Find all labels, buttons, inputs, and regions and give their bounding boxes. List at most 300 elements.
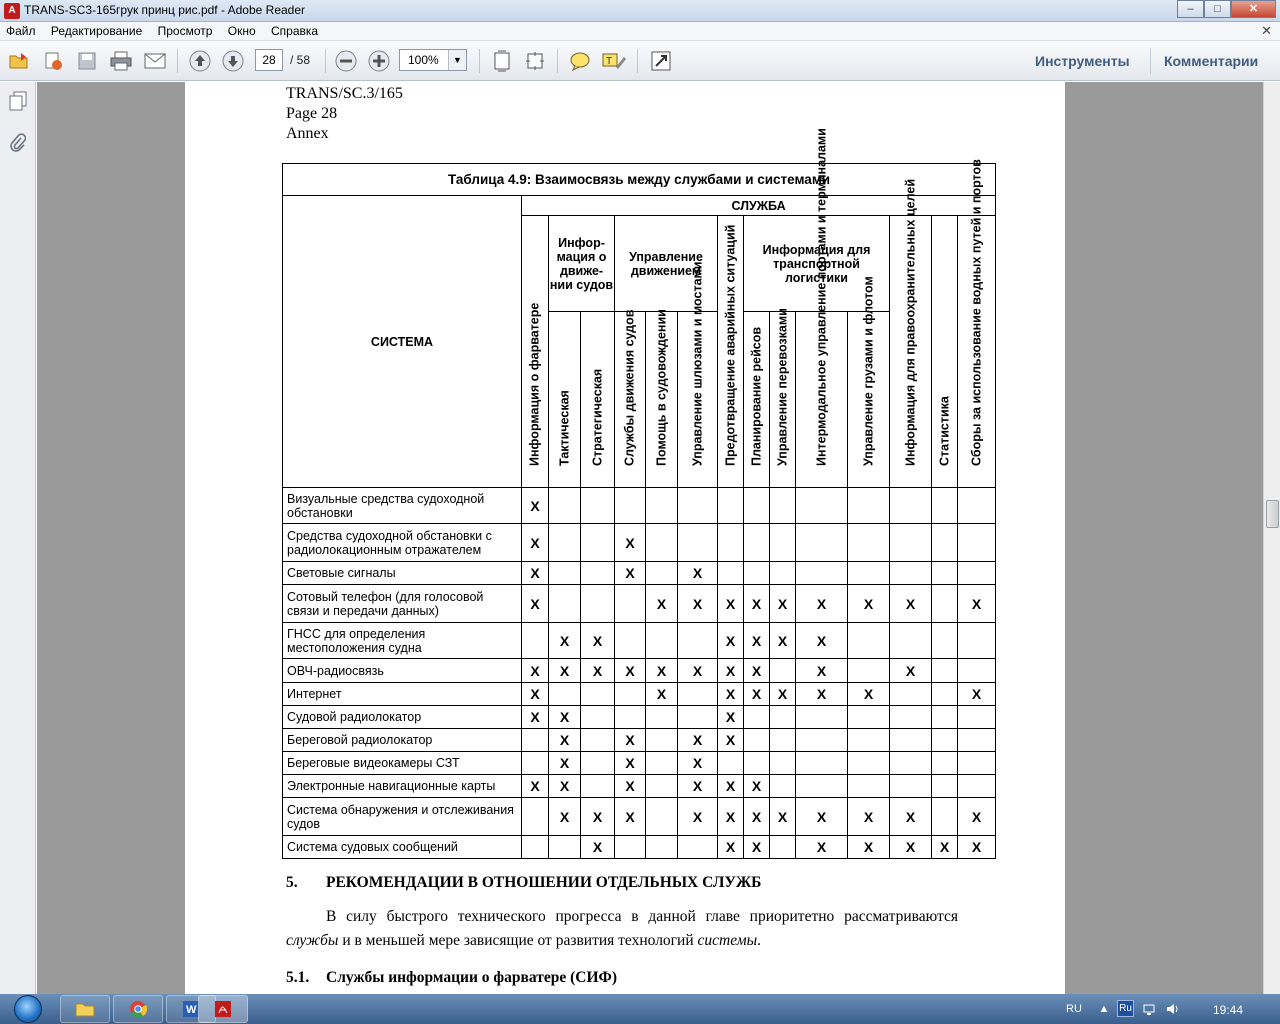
page-thumbnails-icon[interactable] <box>8 90 28 112</box>
column-header-label: Сборы за использование водных путей и портов <box>969 159 984 466</box>
empty-cell <box>796 729 848 752</box>
column-header-label: Тактическая <box>557 390 571 466</box>
empty-cell <box>958 706 996 729</box>
empty-cell <box>848 752 890 775</box>
relation-mark: X <box>744 585 770 623</box>
system-label: Интернет <box>283 683 522 706</box>
relation-mark: X <box>770 585 796 623</box>
relation-mark: X <box>718 798 744 836</box>
menu-help[interactable]: Справка <box>271 24 319 38</box>
relation-mark: X <box>796 798 848 836</box>
table-row <box>283 585 996 623</box>
relation-mark: X <box>848 798 890 836</box>
empty-cell <box>522 623 549 659</box>
zoom-select[interactable] <box>399 49 467 71</box>
system-label: Береговой радиолокатор <box>283 729 522 752</box>
empty-cell <box>615 488 646 524</box>
page-number-input[interactable]: 28 <box>255 49 283 71</box>
empty-cell <box>848 729 890 752</box>
empty-cell <box>615 585 646 623</box>
empty-cell <box>744 752 770 775</box>
column-header <box>581 312 615 488</box>
empty-cell <box>890 775 932 798</box>
empty-cell <box>848 659 890 683</box>
create-pdf-icon[interactable] <box>40 49 66 73</box>
relation-mark: X <box>890 585 932 623</box>
empty-cell <box>796 752 848 775</box>
column-header-label: Управление шлюзами и мостами <box>690 261 704 466</box>
relation-mark: X <box>958 585 996 623</box>
paragraph-emphasis: службы <box>286 932 339 949</box>
relation-mark: X <box>615 752 646 775</box>
relation-mark: X <box>770 683 796 706</box>
section-5-paragraph <box>286 905 958 953</box>
empty-cell <box>678 836 718 859</box>
page-label: Page 28 <box>286 105 338 122</box>
empty-cell <box>549 683 581 706</box>
relation-mark: X <box>718 585 744 623</box>
relation-mark: X <box>796 623 848 659</box>
paragraph-text: В силу быстрого технического прогресса в данной главе приоритетно рассматриваются <box>326 908 958 925</box>
empty-cell <box>890 562 932 585</box>
menu-bar <box>0 22 1280 41</box>
table-row <box>283 562 996 585</box>
empty-cell <box>522 798 549 836</box>
table-row <box>283 683 996 706</box>
empty-cell <box>549 562 581 585</box>
toolbar-separator <box>177 49 178 73</box>
table-row <box>283 706 996 729</box>
empty-cell <box>646 836 678 859</box>
empty-cell <box>770 488 796 524</box>
relation-mark: X <box>646 585 678 623</box>
relation-mark: X <box>770 798 796 836</box>
column-header <box>646 309 678 488</box>
relation-mark: X <box>770 623 796 659</box>
save-icon[interactable] <box>74 49 100 73</box>
email-icon[interactable] <box>142 49 168 73</box>
system-label: Сотовый телефон (для голосовой связи и передачи данных) <box>283 585 522 623</box>
zoom-value: 100% <box>408 53 439 67</box>
empty-cell <box>958 524 996 562</box>
empty-cell <box>646 798 678 836</box>
tools-pane-button[interactable]: Инструменты <box>1035 53 1130 69</box>
toolbar-separator <box>637 49 638 73</box>
empty-cell <box>958 623 996 659</box>
empty-cell <box>770 524 796 562</box>
toolbar-separator <box>1150 48 1151 74</box>
empty-cell <box>522 836 549 859</box>
empty-cell <box>581 562 615 585</box>
system-label: Средства судоходной обстановки с радиолокационным отражателем <box>283 524 522 562</box>
print-icon[interactable] <box>108 49 134 73</box>
zoom-in-icon[interactable] <box>366 49 392 73</box>
window-title: TRANS-SC3-165грук принц рис.pdf - Adobe Reader <box>24 3 306 17</box>
empty-cell <box>932 683 958 706</box>
fit-width-icon[interactable] <box>522 49 548 73</box>
empty-cell <box>678 524 718 562</box>
empty-cell <box>615 683 646 706</box>
empty-cell <box>522 752 549 775</box>
section-5-1-title: Службы информации о фарватере (СИФ) <box>326 969 617 986</box>
empty-cell <box>932 798 958 836</box>
language-indicator[interactable]: RU <box>1066 1003 1082 1015</box>
column-header-label: Помощь в судовождении <box>654 309 668 466</box>
relation-mark: X <box>890 836 932 859</box>
minimize-button[interactable]: – <box>1177 0 1204 18</box>
empty-cell <box>678 683 718 706</box>
relation-mark: X <box>678 798 718 836</box>
empty-cell <box>932 488 958 524</box>
empty-cell <box>581 585 615 623</box>
empty-cell <box>678 623 718 659</box>
relation-mark: X <box>581 798 615 836</box>
empty-cell <box>646 524 678 562</box>
relation-mark: X <box>890 798 932 836</box>
relation-mark: X <box>718 836 744 859</box>
column-header-label: Службы движения судов <box>622 309 637 466</box>
empty-cell <box>890 706 932 729</box>
empty-cell <box>958 659 996 683</box>
zoom-out-icon[interactable] <box>333 49 359 73</box>
menu-file[interactable]: Файл <box>6 24 36 38</box>
page-total: / 58 <box>290 53 311 67</box>
empty-cell <box>581 706 615 729</box>
empty-cell <box>581 775 615 798</box>
relation-mark: X <box>932 836 958 859</box>
empty-cell <box>646 488 678 524</box>
open-icon[interactable] <box>6 49 32 73</box>
relation-mark: X <box>581 623 615 659</box>
relation-mark: X <box>522 683 549 706</box>
empty-cell <box>549 488 581 524</box>
empty-cell <box>848 562 890 585</box>
column-header <box>932 216 958 488</box>
empty-cell <box>549 524 581 562</box>
adobe-reader-icon: A <box>4 3 20 19</box>
relation-mark: X <box>549 659 581 683</box>
empty-cell <box>615 706 646 729</box>
annex-label: Annex <box>286 125 329 142</box>
relation-mark: X <box>678 562 718 585</box>
empty-cell <box>932 706 958 729</box>
empty-cell <box>848 775 890 798</box>
relation-mark: X <box>796 585 848 623</box>
group-header-vessel-traffic-info: Инфор-мация о движе-нии судов <box>549 216 615 312</box>
prev-page-icon[interactable] <box>187 49 213 73</box>
relation-mark: X <box>522 706 549 729</box>
taskbar <box>0 994 1280 1024</box>
empty-cell <box>796 524 848 562</box>
relation-mark: X <box>522 488 549 524</box>
relation-mark: X <box>549 623 581 659</box>
relation-mark: X <box>796 683 848 706</box>
chevron-down-icon[interactable]: ▼ <box>448 50 466 70</box>
empty-cell <box>932 623 958 659</box>
close-button[interactable]: ✕ <box>1231 0 1276 18</box>
empty-cell <box>646 775 678 798</box>
column-header-label: Управление грузами и флотом <box>861 276 875 466</box>
relation-mark: X <box>718 683 744 706</box>
navigation-panel <box>0 82 36 994</box>
empty-cell <box>958 729 996 752</box>
clock[interactable]: 19:44 <box>1213 1003 1244 1017</box>
empty-cell <box>932 729 958 752</box>
relation-mark: X <box>744 659 770 683</box>
relation-mark: X <box>678 775 718 798</box>
chevron-up-icon[interactable]: ▲ <box>1098 1003 1110 1015</box>
table-row <box>283 623 996 659</box>
empty-cell <box>615 623 646 659</box>
table-row <box>283 729 996 752</box>
empty-cell <box>770 836 796 859</box>
relation-mark: X <box>958 798 996 836</box>
pdf-page <box>185 82 1065 994</box>
relation-mark: X <box>718 775 744 798</box>
column-header <box>796 128 848 488</box>
relation-mark: X <box>615 775 646 798</box>
section-5-1-number: 5.1. <box>286 969 310 986</box>
relation-mark: X <box>678 729 718 752</box>
window-controls <box>1177 0 1276 19</box>
empty-cell <box>932 585 958 623</box>
column-header <box>615 309 646 488</box>
empty-cell <box>848 623 890 659</box>
menu-view[interactable]: Просмотр <box>157 24 213 38</box>
empty-cell <box>581 524 615 562</box>
system-column-header: СИСТЕМА <box>283 196 522 488</box>
empty-cell <box>796 775 848 798</box>
paragraph-text: . <box>757 932 761 949</box>
fullscreen-icon[interactable] <box>648 49 674 73</box>
empty-cell <box>890 524 932 562</box>
empty-cell <box>770 729 796 752</box>
table-row <box>283 659 996 683</box>
section-5-title: РЕКОМЕНДАЦИИ В ОТНОШЕНИИ ОТДЕЛЬНЫХ СЛУЖБ <box>326 874 762 891</box>
menu-edit[interactable]: Редактирование <box>50 24 143 38</box>
empty-cell <box>718 488 744 524</box>
empty-cell <box>890 729 932 752</box>
empty-cell <box>848 524 890 562</box>
empty-cell <box>646 752 678 775</box>
document-close-icon[interactable]: ✕ <box>1261 23 1272 38</box>
table-row <box>283 798 996 836</box>
system-label: Система обнаружения и отслеживания судов <box>283 798 522 836</box>
relation-mark: X <box>646 659 678 683</box>
paragraph-emphasis: системы <box>697 932 758 949</box>
comments-pane-button[interactable]: Комментарии <box>1164 53 1259 69</box>
system-label: Электронные навигационные карты <box>283 775 522 798</box>
empty-cell <box>770 706 796 729</box>
column-header-label: Управление перевозками <box>775 308 789 466</box>
relation-mark: X <box>718 623 744 659</box>
empty-cell <box>932 659 958 683</box>
empty-cell <box>890 683 932 706</box>
attachments-icon[interactable] <box>8 132 28 154</box>
sticky-note-icon[interactable] <box>567 49 593 73</box>
keyboard-layout-icon[interactable]: Ru <box>1117 1000 1134 1017</box>
relation-mark: X <box>522 775 549 798</box>
scrollbar-thumb[interactable] <box>1266 500 1279 528</box>
relation-mark: X <box>581 659 615 683</box>
column-header <box>522 216 549 488</box>
empty-cell <box>549 585 581 623</box>
vertical-scrollbar[interactable] <box>1263 82 1280 994</box>
empty-cell <box>890 488 932 524</box>
empty-cell <box>932 752 958 775</box>
column-header <box>744 312 770 488</box>
empty-cell <box>744 729 770 752</box>
fit-page-icon[interactable] <box>489 49 515 73</box>
table-body <box>283 488 996 859</box>
empty-cell <box>718 524 744 562</box>
table-row <box>283 488 996 524</box>
column-header-label: Информация для правоохранительных целей <box>903 178 917 466</box>
relation-mark: X <box>549 775 581 798</box>
relation-mark: X <box>522 659 549 683</box>
column-header <box>770 308 796 488</box>
chrome-taskbar-icon[interactable] <box>113 995 163 1023</box>
relation-mark: X <box>678 585 718 623</box>
system-label: Судовой радиолокатор <box>283 706 522 729</box>
start-button[interactable] <box>2 994 54 1024</box>
empty-cell <box>796 562 848 585</box>
relation-mark: X <box>646 683 678 706</box>
empty-cell <box>522 729 549 752</box>
network-icon[interactable] <box>1143 1002 1157 1016</box>
relation-mark: X <box>549 798 581 836</box>
adobe-reader-taskbar-icon[interactable] <box>198 995 248 1023</box>
system-label: Система судовых сообщений <box>283 836 522 859</box>
empty-cell <box>549 836 581 859</box>
relation-mark: X <box>848 585 890 623</box>
relation-mark: X <box>581 836 615 859</box>
empty-cell <box>718 752 744 775</box>
relation-mark: X <box>718 659 744 683</box>
relation-mark: X <box>958 683 996 706</box>
system-label: Береговые видеокамеры СЗТ <box>283 752 522 775</box>
column-header <box>678 261 718 488</box>
toolbar-separator <box>479 49 480 73</box>
group-header-logistics: Информация для транспортной логистики <box>744 216 890 312</box>
system-label: ОВЧ-радиосвязь <box>283 659 522 683</box>
empty-cell <box>796 706 848 729</box>
column-header <box>718 216 744 488</box>
table-row <box>283 524 996 562</box>
relation-mark: X <box>549 706 581 729</box>
column-header-label: Статистика <box>937 396 951 466</box>
relation-mark: X <box>744 623 770 659</box>
column-header <box>958 159 996 488</box>
empty-cell <box>932 524 958 562</box>
explorer-taskbar-icon[interactable] <box>60 995 110 1023</box>
empty-cell <box>796 488 848 524</box>
empty-cell <box>770 659 796 683</box>
empty-cell <box>744 562 770 585</box>
empty-cell <box>678 706 718 729</box>
relation-mark: X <box>958 836 996 859</box>
relation-mark: X <box>718 706 744 729</box>
table-row <box>283 836 996 859</box>
column-header <box>890 178 932 488</box>
column-header-label: Стратегическая <box>590 368 604 466</box>
empty-cell <box>932 562 958 585</box>
empty-cell <box>932 775 958 798</box>
relation-mark: X <box>796 836 848 859</box>
table-row <box>283 752 996 775</box>
empty-cell <box>958 562 996 585</box>
menu-window[interactable]: Окно <box>227 24 256 38</box>
empty-cell <box>615 836 646 859</box>
toolbar-separator <box>325 49 326 73</box>
empty-cell <box>958 488 996 524</box>
relation-mark: X <box>522 585 549 623</box>
maximize-button[interactable]: □ <box>1204 0 1231 18</box>
title-bar <box>0 0 1280 22</box>
paragraph-text: и в меньшей мере зависящие от развития технологий <box>338 932 698 949</box>
relation-mark: X <box>744 775 770 798</box>
empty-cell <box>744 706 770 729</box>
relation-mark: X <box>848 683 890 706</box>
svg-text:T: T <box>606 56 613 67</box>
volume-icon[interactable] <box>1166 1002 1180 1016</box>
svg-text:W: W <box>186 1004 197 1016</box>
relation-mark: X <box>678 659 718 683</box>
relation-mark: X <box>744 836 770 859</box>
relation-mark: X <box>744 683 770 706</box>
empty-cell <box>890 623 932 659</box>
relation-mark: X <box>615 659 646 683</box>
system-label: ГНСС для определения местоположения судна <box>283 623 522 659</box>
column-header-label: Предотвращение аварийных ситуаций <box>723 224 737 466</box>
column-header-label: Планирование рейсов <box>749 326 763 466</box>
column-header-label: Интермодальное управление портами и терминалами <box>814 128 828 466</box>
section-5-number: 5. <box>286 874 298 891</box>
relation-mark: X <box>796 659 848 683</box>
relation-mark: X <box>678 752 718 775</box>
empty-cell <box>646 562 678 585</box>
next-page-icon[interactable] <box>220 49 246 73</box>
empty-cell <box>848 488 890 524</box>
relation-mark: X <box>615 729 646 752</box>
relation-mark: X <box>718 729 744 752</box>
empty-cell <box>678 488 718 524</box>
relation-mark: X <box>522 524 549 562</box>
empty-cell <box>646 706 678 729</box>
highlight-icon[interactable] <box>601 49 627 73</box>
relation-mark: X <box>744 798 770 836</box>
column-header <box>848 276 890 488</box>
system-label: Визуальные средства судоходной обстановки <box>283 488 522 524</box>
table-row <box>283 775 996 798</box>
empty-cell <box>581 752 615 775</box>
relation-mark: X <box>615 798 646 836</box>
relation-mark: X <box>615 562 646 585</box>
empty-cell <box>770 752 796 775</box>
empty-cell <box>581 683 615 706</box>
relation-mark: X <box>615 524 646 562</box>
empty-cell <box>958 752 996 775</box>
relation-mark: X <box>848 836 890 859</box>
service-header: СЛУЖБА <box>522 196 996 216</box>
empty-cell <box>770 775 796 798</box>
relation-mark: X <box>549 752 581 775</box>
empty-cell <box>958 775 996 798</box>
empty-cell <box>890 752 932 775</box>
empty-cell <box>646 623 678 659</box>
empty-cell <box>646 729 678 752</box>
empty-cell <box>581 488 615 524</box>
